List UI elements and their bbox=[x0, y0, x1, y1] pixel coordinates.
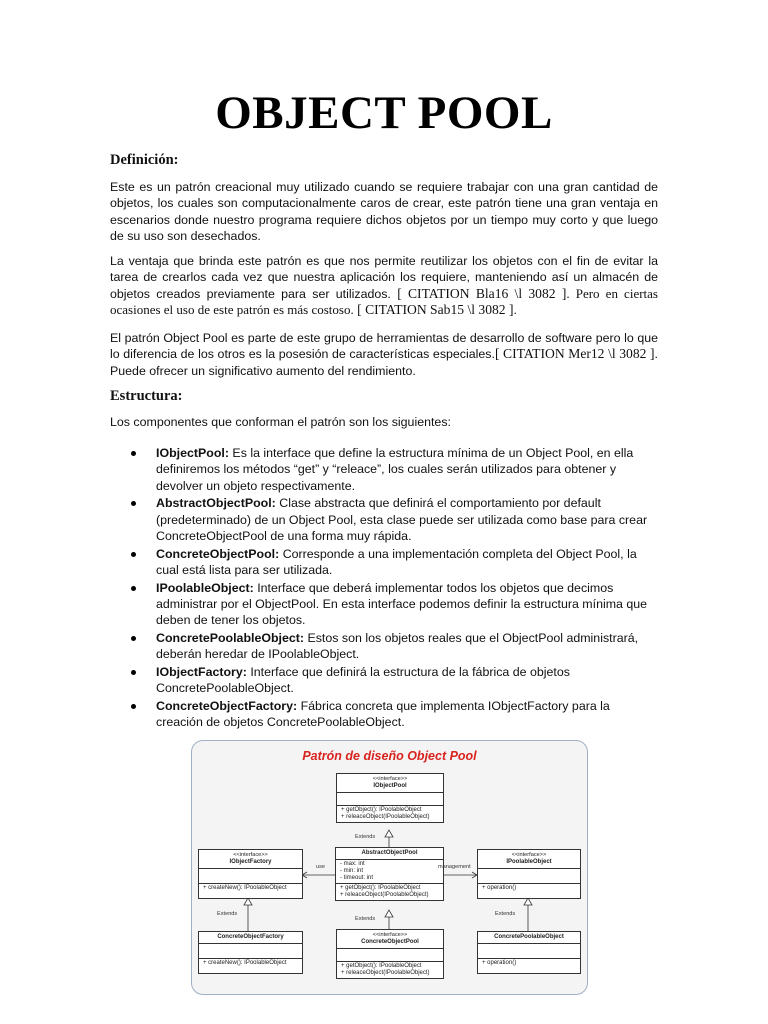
extends-label: Extends bbox=[495, 911, 516, 917]
component-description: Interface que deberá implementar todos los objetos que decimos administrar por el ObjectPool. En esta interface podemos definir la estructura mínima que deben de tener los objetos. bbox=[156, 580, 648, 628]
bullet-icon bbox=[131, 501, 136, 506]
extends-label: Extends bbox=[355, 834, 376, 840]
uml-class-iobjectpool bbox=[336, 773, 444, 823]
method: + getObject(): IPoolableObject bbox=[341, 963, 422, 969]
method: + releaceObject(IPoolableObject) bbox=[341, 814, 430, 820]
methods-section bbox=[336, 884, 443, 900]
class-name: IPoolableObject bbox=[506, 859, 552, 865]
method: + getObject(): IPoolableObject bbox=[341, 807, 422, 813]
paragraph-2-text-c: . bbox=[513, 302, 517, 317]
uml-class-concreteobjectfactory bbox=[198, 931, 303, 974]
component-description: Estos son los objetos reales que el ObjectPool administrará, deberán heredar de IPoolableObject. bbox=[156, 630, 639, 662]
bullet-icon bbox=[131, 552, 136, 557]
bullet-icon bbox=[131, 586, 136, 591]
field: - timeout: int bbox=[340, 875, 374, 881]
component-description: Fábrica concreta que implementa IObjectFactory para la creación de objetos ConcretePoolableObject. bbox=[156, 698, 610, 730]
paragraph-3-text-b: . Puede ofrecer un significativo aumento del rendimiento. bbox=[110, 347, 658, 378]
class-name: ConcreteObjectPool bbox=[361, 939, 419, 945]
component-description: Clase abstracta que definirá el comportamiento por default (predeterminado) de un Object Pool, esta clase puede ser utilizada como base para crear ConcreteObjectPool de una forma muy rápida. bbox=[156, 496, 648, 543]
component-description: Corresponde a una implementación completa del Object Pool, la cual está lista para ser utilizada. bbox=[156, 546, 637, 577]
methods-section bbox=[337, 806, 443, 822]
citation-mer12: [ CITATION Mer12 \l 3082 ] bbox=[494, 346, 655, 362]
methods-section bbox=[478, 959, 580, 973]
methods-section bbox=[478, 884, 580, 898]
method: + createNew(): IPoolableObject bbox=[203, 885, 287, 891]
extends-label: Extends bbox=[355, 916, 376, 922]
document-title: OBJECT POOL bbox=[215, 87, 553, 139]
citation-sab15: [ CITATION Sab15 \l 3082 ] bbox=[357, 301, 514, 317]
methods-section bbox=[337, 962, 443, 978]
method: + operation() bbox=[482, 960, 517, 966]
stereotype-label: <<interface>> bbox=[511, 852, 547, 858]
paragraph-2-text-b: . Pero en ciertas ocasiones el uso de este patrón es más costoso. bbox=[110, 285, 658, 317]
component-name: IPoolableObject: bbox=[156, 580, 254, 595]
paragraph-3-text-a: El patrón Object Pool es parte de este grupo de herramientas de desarrollo de software pero lo que lo diferencia de los otros es la posesión de características especiales. bbox=[110, 331, 658, 362]
stereotype-label: <<interface>> bbox=[372, 776, 408, 782]
list-item bbox=[110, 546, 658, 579]
component-name: AbstractObjectPool: bbox=[156, 496, 276, 511]
citation-bla16: [ CITATION Bla16 \l 3082 ] bbox=[397, 285, 567, 301]
attributes-section bbox=[199, 944, 302, 959]
components-list bbox=[110, 445, 658, 732]
methods-section bbox=[199, 959, 302, 973]
estructura-heading: Estructura: bbox=[110, 388, 183, 404]
definicion-paragraph-3 bbox=[110, 330, 658, 379]
method: + releaceObject(IPoolableObject) bbox=[340, 892, 429, 898]
attributes-section bbox=[337, 949, 443, 962]
class-name: IObjectFactory bbox=[229, 859, 272, 865]
definicion-heading: Definición: bbox=[110, 152, 179, 168]
method: + operation() bbox=[482, 885, 517, 891]
class-name: ConcretePoolableObject bbox=[494, 934, 564, 940]
list-item bbox=[110, 495, 658, 544]
uml-class-concretepoolableobject bbox=[477, 931, 581, 974]
component-name: ConcretePoolableObject: bbox=[156, 630, 305, 645]
stereotype-label: <<interface>> bbox=[233, 852, 268, 858]
attributes-section bbox=[478, 869, 580, 884]
definicion-paragraph-1: Este es un patrón creacional muy utilizado cuando se requiere trabajar con una gran cantidad de objetos, los cuales son computacionalmente caros de crear, este patrón tiene una gran ventaja en escenarios donde nuestro programa requiere dichos objetos por un tiempo muy corto y que luego de su uso son desechados. bbox=[110, 180, 658, 243]
estructura-intro: Los componentes que conforman el patrón son los siguientes: bbox=[110, 415, 451, 429]
method: + releaceObject(IPoolableObject) bbox=[341, 970, 430, 976]
bullet-icon bbox=[131, 636, 136, 641]
uml-class-abstractobjectpool bbox=[335, 847, 444, 901]
bullet-icon bbox=[131, 451, 136, 456]
uml-class-iobjectfactory bbox=[198, 849, 303, 899]
uml-diagram bbox=[191, 740, 588, 995]
class-name: ConcreteObjectFactory bbox=[217, 934, 284, 940]
definicion-paragraph-2 bbox=[110, 253, 658, 318]
management-label: management bbox=[438, 864, 471, 870]
attributes-section bbox=[478, 944, 580, 959]
list-item bbox=[110, 664, 658, 697]
component-name: IObjectPool: bbox=[156, 446, 229, 460]
attributes-section bbox=[336, 860, 443, 884]
uml-class-concreteobjectpool bbox=[336, 929, 444, 979]
attributes-section bbox=[199, 869, 302, 884]
bullet-icon bbox=[131, 670, 136, 675]
stereotype-label: <<interface>> bbox=[372, 932, 408, 938]
bullet-icon bbox=[131, 704, 136, 709]
list-item bbox=[110, 445, 658, 494]
extends-label: Extends bbox=[217, 911, 238, 917]
uml-class-ipoolableobject bbox=[477, 849, 581, 899]
component-name: IObjectFactory: bbox=[156, 664, 247, 679]
list-item bbox=[110, 630, 658, 663]
class-name: IObjectPool bbox=[373, 783, 407, 789]
list-item bbox=[110, 698, 658, 731]
method: + createNew(): IPoolableObject bbox=[203, 960, 287, 966]
list-item bbox=[110, 580, 658, 629]
component-description: Es la interface que define la estructura mínima de un Object Pool, en ella definiremos los métodos “get” y “releace”, los cuales serán utilizados para obtener y devolver un objeto respectivamente. bbox=[156, 446, 634, 493]
methods-section bbox=[199, 884, 302, 898]
use-label: use bbox=[316, 864, 326, 870]
attributes-section bbox=[337, 793, 443, 806]
field: - min: int bbox=[340, 868, 364, 874]
field: - max: int bbox=[340, 861, 365, 867]
diagram-title: Patrón de diseño Object Pool bbox=[302, 749, 477, 763]
component-description: Interface que definirá la estructura de la fábrica de objetos ConcretePoolableObject. bbox=[156, 664, 570, 696]
paragraph-2-text-a: La ventaja que brinda este patrón es que nos permite reutilizar los objetos con el fin de evitar la tarea de crearlos cada vez que nuestra aplicación los requiere, manteniendo así un almacén de objetos creados previamente para ser utilizados. bbox=[110, 254, 658, 301]
component-name: ConcreteObjectPool: bbox=[156, 546, 280, 561]
class-name: AbstractObjectPool bbox=[361, 850, 418, 856]
component-name: ConcreteObjectFactory: bbox=[156, 698, 298, 713]
method: + getObject(): IPoolableObject bbox=[340, 885, 421, 891]
